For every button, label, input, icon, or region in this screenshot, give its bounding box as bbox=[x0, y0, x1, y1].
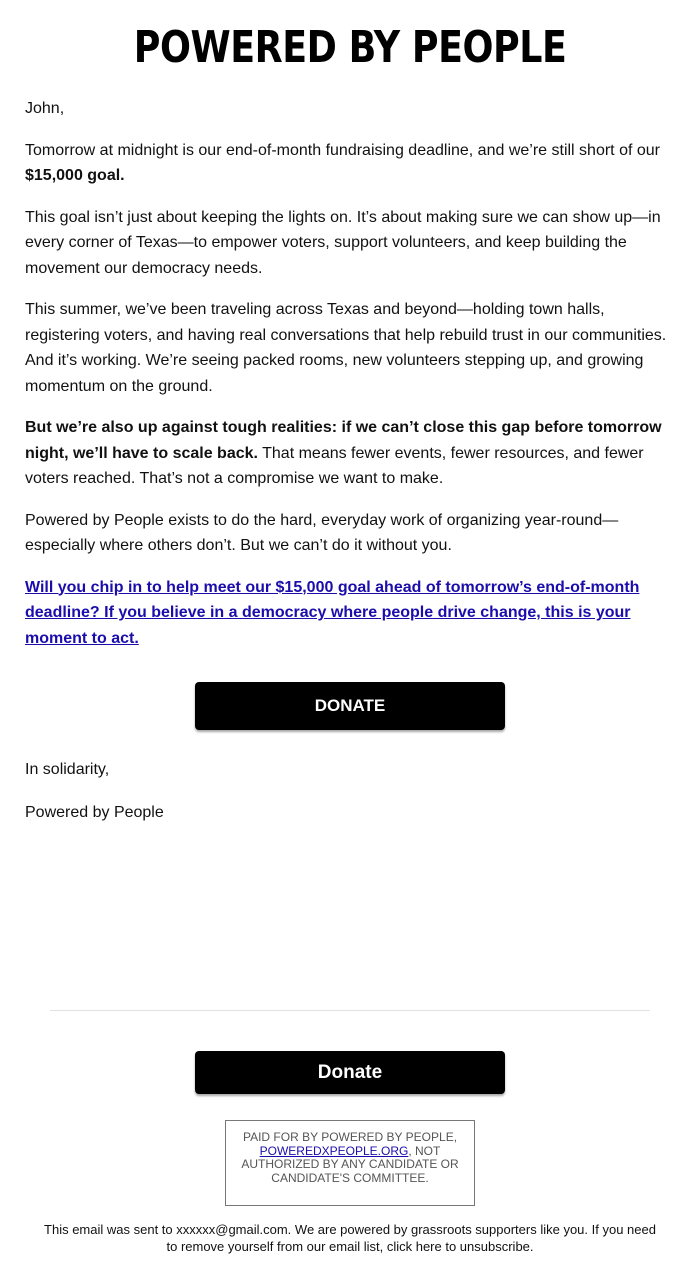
realities-text: That means fewer events, fewer resources, and fewer voters reached. That’s not a compromise we want to make. bbox=[25, 444, 644, 487]
paid-for-text: PAID FOR BY POWERED BY PEOPLE, bbox=[242, 1130, 458, 1144]
signoff-sender: Powered by People bbox=[25, 804, 164, 821]
email-body bbox=[25, 96, 675, 667]
realities-bold: But we’re also up against tough realities: if we can’t close this gap before tomorrow night, we’ll have to scale back. bbox=[25, 419, 662, 462]
donate-button-top[interactable]: DONATE bbox=[195, 682, 505, 730]
cta-paragraph bbox=[25, 575, 675, 652]
paragraph-realities bbox=[25, 415, 675, 492]
paragraph-deadline bbox=[25, 138, 675, 189]
footer-divider bbox=[50, 1010, 650, 1011]
donate-button-bottom[interactable]: Donate bbox=[195, 1051, 505, 1094]
paid-for-text-2: , NOT AUTHORIZED BY ANY CANDIDATE OR CANDIDATE'S COMMITTEE. bbox=[241, 1143, 459, 1185]
logo-text: POWERED BY PEOPLE bbox=[133, 22, 567, 73]
website-link[interactable]: POWEREDXPEOPLE.ORG bbox=[259, 1143, 409, 1158]
paragraph-goal: This goal isn’t just about keeping the lights on. It’s about making sure we can show up—in every corner of Texas—to empower voters, support volunteers, and keep building the movement our democracy needs. bbox=[25, 208, 661, 277]
footer-notice: This email was sent to xxxxxx@gmail.com. We are powered by grassroots supporters like you. If you need to remove yourself from our email list, click here to unsubscribe. bbox=[44, 1222, 656, 1254]
cta-link[interactable]: Will you chip in to help meet our $15,000 goal ahead of tomorrow’s end-of-month deadline? If you believe in a democracy where people drive change, this is your moment to act. bbox=[25, 578, 640, 647]
goal-amount: $15,000 goal. bbox=[25, 167, 125, 184]
greeting: John, bbox=[25, 100, 65, 117]
paid-for-disclaimer bbox=[225, 1120, 475, 1206]
paragraph-mission: Powered by People exists to do the hard, everyday work of organizing year-round—especially where others don’t. But we can’t do it without you. bbox=[25, 511, 619, 554]
brand-logo bbox=[0, 22, 700, 73]
paragraph-deadline-text: Tomorrow at midnight is our end-of-month fundraising deadline, and we’re still short of our bbox=[25, 141, 660, 159]
signoff-closing: In solidarity, bbox=[25, 761, 110, 778]
paragraph-summer: This summer, we’ve been traveling across Texas and beyond—holding town halls, registering voters, and having real conversations that help rebuild trust in our communities. And it’s working. We’re seeing packed rooms, new volunteers stepping up, and growing momentum on the ground. bbox=[25, 301, 667, 395]
